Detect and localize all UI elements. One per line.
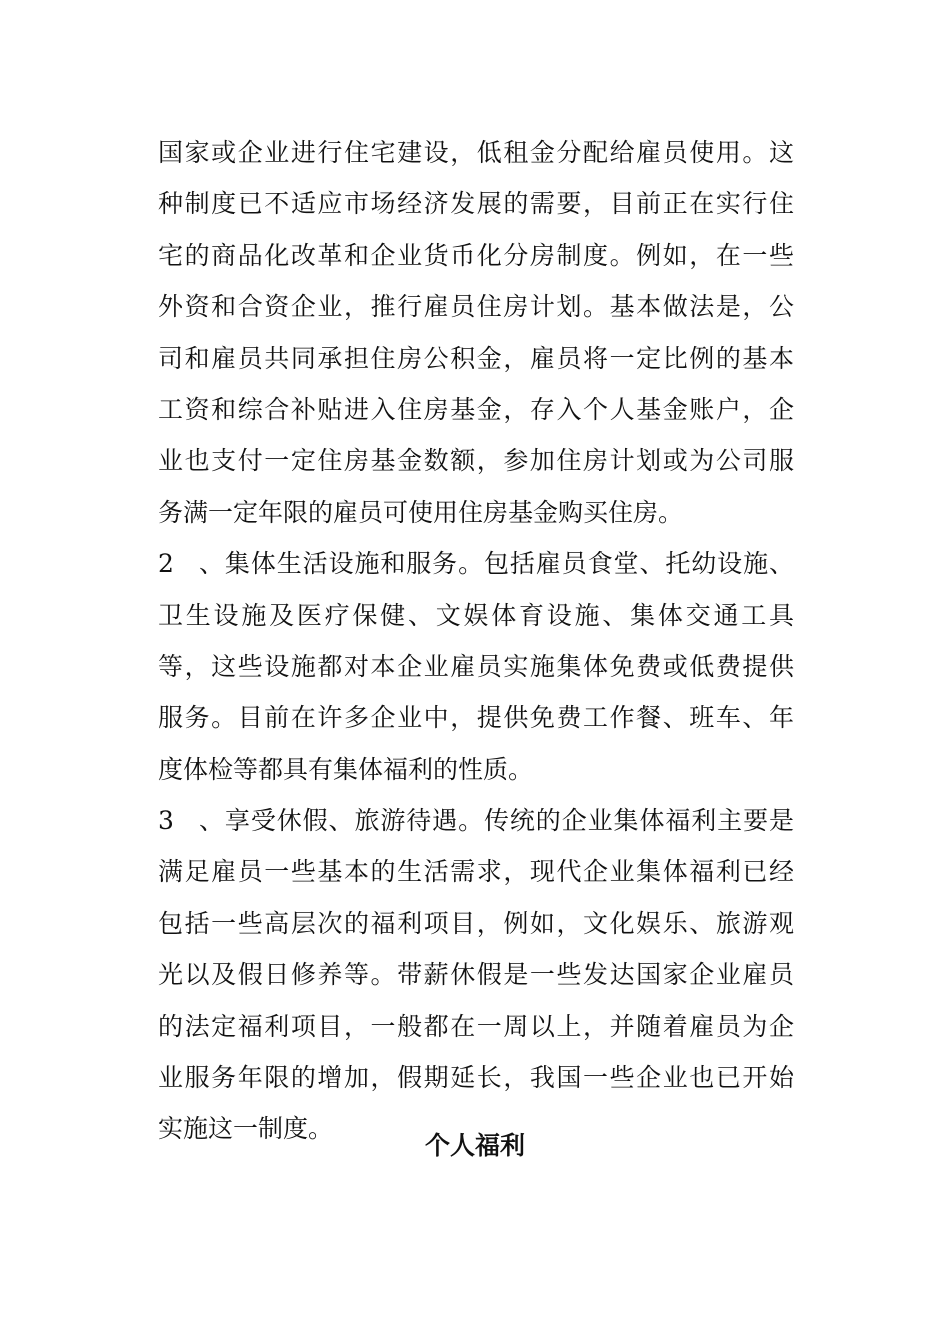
text-line: 实施这一制度。	[158, 1114, 334, 1144]
text-line: 度体检等都具有集体福利的性质。	[158, 754, 534, 784]
list-item-number: 2、	[158, 549, 224, 579]
text-line: 司和雇员共同承担住房公积金，雇员将一定比例的基本	[158, 343, 794, 373]
text-line: 的法定福利项目，一般都在一周以上，并随着雇员为企	[158, 1011, 794, 1041]
list-item-first-line	[158, 538, 794, 589]
text-line: 国家或企业进行住宅建设，低租金分配给雇员使用。这	[158, 138, 794, 167]
text-line: 种制度已不适应市场经济发展的需要，目前正在实行住	[158, 189, 794, 219]
list-item-first-line	[158, 795, 794, 846]
text-line: 光以及假日修养等。带薪休假是一些发达国家企业雇员	[158, 960, 794, 990]
text-line: 服务。目前在许多企业中，提供免费工作餐、班车、年	[158, 703, 794, 733]
section-heading: 个人福利	[424, 1131, 525, 1160]
text-line: 外资和合资企业，推行雇员住房计划。基本做法是，公	[158, 292, 794, 322]
text-line: 业服务年限的增加，假期延长，我国一些企业也已开始	[158, 1063, 794, 1093]
paragraph-housing	[158, 127, 794, 538]
text-line: 卫生设施及医疗保健、文娱体育设施、集体交通工具	[158, 600, 794, 630]
text-line: 宅的商品化改革和企业货币化分房制度。例如，在一些	[158, 240, 794, 270]
body-text	[158, 127, 794, 1155]
list-item-number: 3、	[158, 806, 224, 836]
list-item-2	[158, 538, 794, 795]
text-line: 等，这些设施都对本企业雇员实施集体免费或低费提供	[158, 651, 794, 681]
text-line: 包括一些高层次的福利项目，例如，文化娱乐、旅游观	[158, 908, 794, 938]
text-line: 满足雇员一些基本的生活需求，现代企业集体福利已经	[158, 857, 794, 887]
list-item-text: 享受休假、旅游待遇。传统的企业集体福利主要是	[224, 806, 794, 836]
text-line: 务满一定年限的雇员可使用住房基金购买住房。	[158, 497, 684, 527]
list-item-3	[158, 795, 794, 1155]
text-line: 工资和综合补贴进入住房基金，存入个人基金账户，企	[158, 394, 794, 424]
list-item-text: 集体生活设施和服务。包括雇员食堂、托幼设施、	[224, 549, 794, 579]
text-line: 业也支付一定住房基金数额，参加住房计划或为公司服	[158, 446, 794, 476]
